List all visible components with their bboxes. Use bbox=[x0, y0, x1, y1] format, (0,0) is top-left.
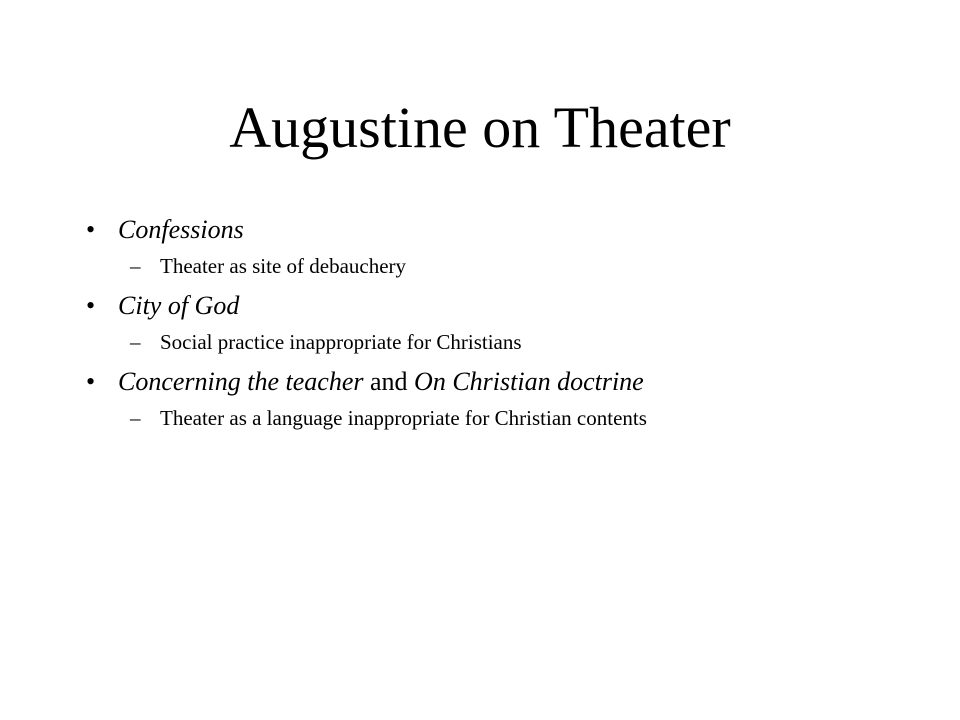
bullet-item-city-of-god bbox=[86, 286, 926, 326]
sub-text: Theater as site of debauchery bbox=[160, 254, 407, 278]
sub-text: Social practice inappropriate for Christians bbox=[160, 330, 522, 354]
bullet-marker: • bbox=[86, 367, 96, 396]
bullet-text-part-3: On Christian doctrine bbox=[414, 367, 644, 396]
bullet-marker: • bbox=[86, 215, 96, 244]
bullet-list bbox=[86, 210, 926, 438]
bullet-marker: • bbox=[86, 291, 96, 320]
sub-item bbox=[86, 402, 926, 434]
sub-marker: – bbox=[130, 330, 141, 354]
bullet-item-confessions bbox=[86, 210, 926, 250]
sub-item bbox=[86, 326, 926, 358]
sub-marker: – bbox=[130, 406, 141, 430]
bullet-text: City of God bbox=[118, 291, 240, 320]
sub-marker: – bbox=[130, 254, 141, 278]
bullet-text-part-1: Concerning the teacher bbox=[118, 367, 364, 396]
bullet-item-concerning-the-teacher bbox=[86, 362, 926, 402]
sub-item bbox=[86, 250, 926, 282]
slide-title: Augustine on Theater bbox=[229, 95, 731, 160]
bullet-text: Confessions bbox=[118, 215, 244, 244]
sub-text: Theater as a language inappropriate for Christian contents bbox=[160, 406, 647, 430]
bullet-text-part-2: and bbox=[363, 367, 415, 396]
